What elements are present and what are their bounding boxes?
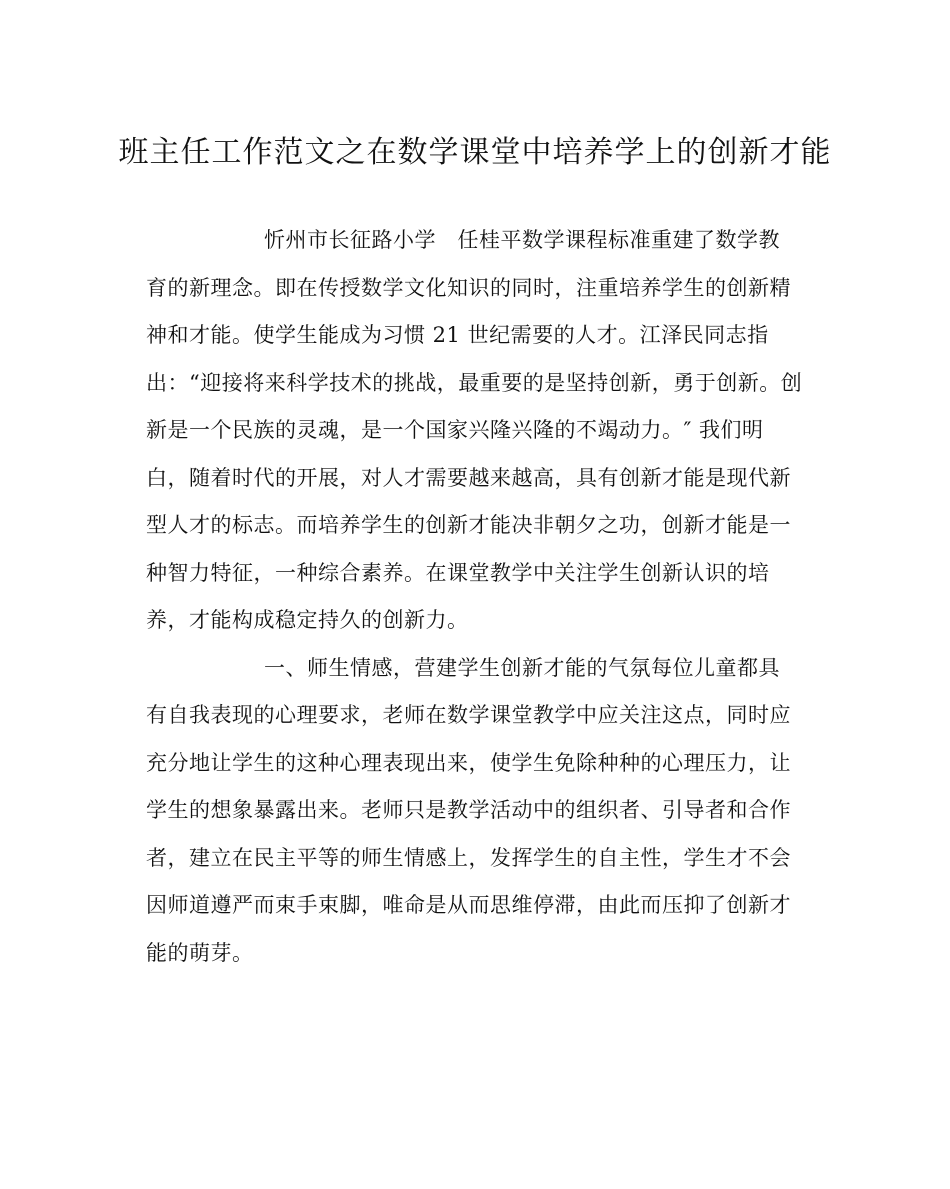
paragraph-line: 出：“迎接将来科学技术的挑战，最重要的是坚持创新，勇于创新。创 xyxy=(146,370,803,395)
paragraph-line: 新是一个民族的灵魂，是一个国家兴隆兴隆的不竭动力。″ 我们明 xyxy=(146,418,764,442)
paragraph-line: 一、师生情感，营建学生创新才能的气氛每位儿童都具 xyxy=(264,655,780,680)
document-body xyxy=(146,220,808,980)
paragraph-intro xyxy=(146,220,808,648)
paragraph-line: 有自我表现的心理要求，老师在数学课堂教学中应关注这点，同时应 xyxy=(146,703,791,727)
paragraph-line: 养，才能构成稳定持久的创新力。 xyxy=(146,608,469,632)
paragraph-line: 能的萌芽。 xyxy=(146,940,254,965)
paragraph-line: 因师道遵严而束手束脚，唯命是从而思维停滞，由此而压抑了创新才 xyxy=(146,893,791,917)
paragraph-section-one xyxy=(146,648,808,981)
paragraph-line: 充分地让学生的这种心理表现出来，使学生免除种种的心理压力，让 xyxy=(146,750,791,775)
paragraph-line: 学生的想象暴露出来。老师只是教学活动中的组织者、引导者和合作 xyxy=(146,798,791,822)
paragraph-line: 白，随着时代的开展，对人才需要越来越高，具有创新才能是现代新 xyxy=(146,465,791,490)
paragraph-line: 育的新理念。即在传授数学文化知识的同时，注重培养学生的创新精 xyxy=(146,275,791,300)
paragraph-line: 型人才的标志。而培养学生的创新才能决非朝夕之功，创新才能是一 xyxy=(146,513,791,537)
paragraph-line: 神和才能。使学生能成为习惯 21 世纪需要的人才。江泽民同志指 xyxy=(146,323,769,347)
paragraph-line: 忻州市长征路小学 任桂平数学课程标准重建了数学教 xyxy=(264,228,780,252)
paragraph-line: 种智力特征，一种综合素养。在课堂教学中关注学生创新认识的培 xyxy=(146,560,770,585)
paragraph-line: 者，建立在民主平等的师生情感上，发挥学生的自主性，学生才不会 xyxy=(146,845,791,870)
document-title: 班主任工作范文之在数学课堂中培养学上的创新才能 xyxy=(118,135,832,170)
